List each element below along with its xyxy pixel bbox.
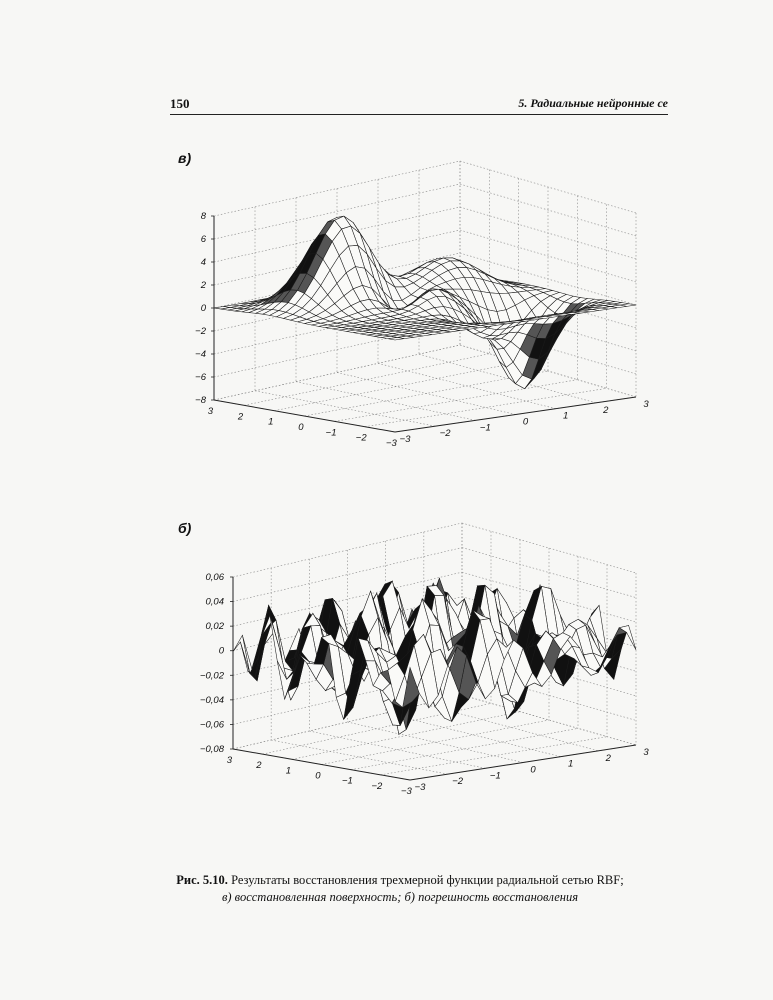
x-tick-label: −1	[489, 770, 501, 782]
y-tick-label: 3	[207, 406, 214, 417]
x-tick-label: −3	[414, 782, 426, 793]
x-tick-label: 2	[603, 404, 609, 416]
x-tick-label: 0	[530, 764, 536, 776]
x-axis-line	[395, 397, 636, 432]
z-tick-label: −0,06	[199, 719, 224, 731]
figure-label: Рис. 5.10.	[176, 873, 228, 887]
z-tick-label: 4	[200, 257, 206, 268]
y-tick-label: 0	[298, 422, 304, 433]
floor-gridline	[322, 720, 550, 765]
y-tick-label: 0	[315, 770, 321, 782]
z-tick-label: 0,02	[205, 621, 224, 633]
z-tick-label: −0,02	[199, 670, 224, 682]
z-tick-label: 8	[200, 211, 206, 222]
surface-plot-reconstructed	[195, 161, 649, 449]
y-tick-label: −1	[341, 775, 353, 787]
y-tick-label: −1	[325, 427, 337, 439]
panel-label-b: б)	[178, 520, 192, 536]
x-tick-label: −1	[479, 422, 491, 434]
y-tick-label: −3	[385, 438, 397, 449]
y-tick-label: −3	[400, 786, 412, 797]
floor-gridline	[244, 354, 489, 406]
figure-caption	[150, 872, 650, 906]
y-tick-label: 3	[226, 755, 233, 766]
x-tick-label: 3	[643, 747, 649, 758]
y-tick-label: 2	[237, 411, 244, 423]
z-tick-label: −2	[195, 326, 206, 337]
x-tick-label: −2	[452, 776, 464, 788]
z-tick-label: 0	[218, 645, 224, 657]
surface-plot-error	[200, 523, 649, 797]
z-tick-label: 0,04	[205, 596, 224, 608]
x-tick-label: 2	[605, 752, 611, 764]
y-tick-label: −2	[371, 780, 383, 792]
x-tick-label: 0	[522, 416, 529, 428]
floor-gridline	[335, 380, 578, 422]
x-tick-label: −2	[439, 428, 451, 440]
floor-gridline	[365, 388, 607, 426]
x-axis-line	[410, 745, 636, 780]
x-tick-label: 1	[568, 758, 574, 770]
caption-line-2: в) восстановленная поверхность; б) погрешность восстановления	[221, 890, 579, 904]
z-tick-label: −0,08	[199, 744, 224, 755]
y-tick-label: 1	[285, 765, 292, 777]
surface-cell	[270, 615, 287, 679]
caption-line-1	[150, 872, 650, 889]
y-tick-label: −2	[355, 432, 367, 444]
z-tick-label: −6	[195, 372, 206, 383]
z-tick-label: 0,06	[205, 572, 224, 583]
z-tick-label: −4	[195, 349, 206, 360]
page-number: 150	[170, 96, 190, 111]
x-tick-label: −3	[399, 434, 411, 445]
z-tick-label: 0	[200, 303, 206, 314]
running-head: 5. Радиальные нейронные се	[518, 96, 668, 110]
y-tick-label: 2	[256, 760, 262, 772]
y-tick-label: 1	[268, 416, 274, 428]
panel-label-a: в)	[178, 150, 192, 166]
z-tick-label: −8	[195, 395, 206, 406]
surface-mesh	[214, 216, 636, 389]
x-tick-label: 3	[643, 399, 649, 410]
z-tick-label: 2	[200, 280, 206, 291]
z-tick-label: 6	[200, 234, 206, 245]
surface-mesh	[233, 578, 636, 734]
z-tick-label: −0,04	[199, 694, 224, 706]
caption-text-1: Результаты восстановления трехмерной функции радиальной сетью RBF;	[231, 873, 624, 887]
x-tick-label: 1	[563, 410, 569, 422]
